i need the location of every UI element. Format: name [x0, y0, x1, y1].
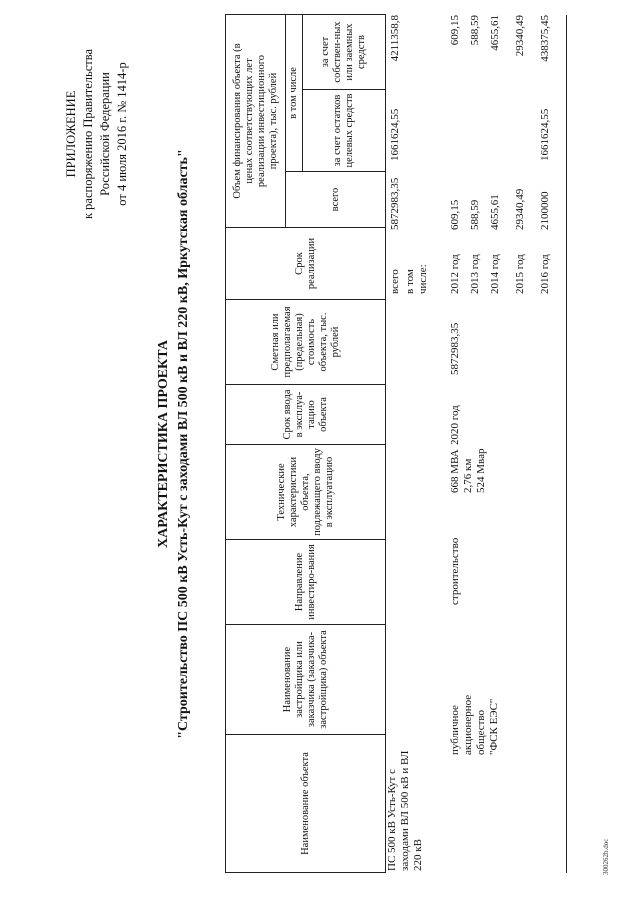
header-label: всего: [329, 187, 341, 212]
header-label: Направление инвестиро-вания: [293, 544, 317, 620]
header-cell-direction: [225, 539, 386, 625]
appendix-block: [63, 48, 131, 220]
tech-value: 2,76 км: [462, 458, 474, 493]
header-cell-cost: [225, 299, 386, 385]
commission-cell: 2020 год: [449, 405, 461, 445]
document-title: ХАРАКТЕРИСТИКА ПРОЕКТА: [156, 340, 171, 548]
period-total-label: всего: [389, 269, 401, 294]
period-year: 2013 год: [469, 254, 481, 294]
financing-own-value: 438375,45: [539, 15, 551, 62]
financing-total-value: 29340,49: [514, 188, 526, 230]
header-cell-period: [225, 227, 386, 300]
header-cell-targeted: [302, 89, 386, 172]
period-including-label: в том числе:: [404, 264, 429, 294]
header-cell-including: [285, 14, 303, 172]
financing-own-value: 4211358,8: [389, 15, 401, 62]
financing-total-value: 4655,61: [489, 194, 501, 230]
direction-cell: строительство: [449, 537, 461, 605]
table-bottom-border: [566, 15, 567, 873]
header-label: Срок ввода в эксплуа-тацию объекта: [281, 389, 329, 440]
financing-total-value: 2100000: [539, 191, 551, 230]
header-cell-own: [302, 14, 386, 90]
financing-total-value: 609,15: [449, 199, 461, 230]
header-label: за счет собствен-ных или заемных средств: [320, 21, 367, 83]
tech-value: 524 Мвар: [475, 448, 487, 493]
object-name-cell: ПС 500 кВ Усть-Кут с заходами ВЛ 500 кВ и ВЛ 220 кВ: [386, 750, 424, 871]
header-label: за счет остатков целевых средств: [332, 93, 355, 168]
financing-total-value: 5872983,35: [389, 177, 401, 230]
header-label: Наименование застройщика или заказчика (заказчика-застройщика) объекта: [281, 630, 329, 729]
header-label: Срок реализации: [293, 237, 317, 290]
header-label: Объем финансирования объекта (в ценах соответствующих лет реализации инвестиционного проекта), тыс. рублей: [231, 43, 279, 199]
header-cell-developer: [225, 624, 386, 735]
header-cell-commission: [225, 384, 386, 445]
cost-cell: 5872983,35: [449, 322, 461, 375]
period-year: 2016 год: [539, 254, 551, 294]
header-label: Технические характеристики объекта, подлежащего вводу в эксплуатацию: [275, 448, 335, 536]
financing-targeted-value: 1661624,55: [539, 108, 551, 161]
header-cell-total: [285, 171, 386, 228]
header-label: Наименование объекта: [299, 752, 311, 855]
file-id: 300262b.doc: [602, 838, 610, 875]
heading-block: [154, 15, 194, 873]
financing-own-value: 609,15: [449, 15, 461, 46]
developer-cell: публичное акционерное общество "ФСК ЕЭС": [449, 694, 500, 755]
appendix-line: Российской Федерации: [98, 72, 112, 196]
period-year: 2014 год: [489, 254, 501, 294]
period-year: 2012 год: [449, 254, 461, 294]
period-year: 2015 год: [514, 254, 526, 294]
tech-value: 668 МВА: [449, 449, 461, 493]
appendix-line: к распоряжению Правительства: [81, 49, 95, 220]
financing-targeted-value: 1661624,55: [389, 108, 401, 161]
financing-own-value: 4655,61: [489, 15, 501, 51]
document-subtitle: "Строительство ПС 500 кВ Усть-Кут с заходами ВЛ 500 кВ и ВЛ 220 кВ, Иркутская область": [176, 149, 191, 739]
header-label: Сметная или предполагаемая (предельная) стоимость объекта, тыс. рублей: [269, 306, 341, 378]
financing-own-value: 588,59: [469, 15, 481, 46]
financing-own-value: 29340,49: [514, 15, 526, 57]
header-label: в том числе: [288, 67, 299, 119]
appendix-title: ПРИЛОЖЕНИЕ: [64, 90, 78, 178]
header-cell-tech: [225, 444, 386, 540]
appendix-date-number: от 4 июля 2016 г. № 1414-р: [115, 62, 129, 206]
header-cell-financing: [225, 14, 286, 228]
header-cell-object-name: [225, 734, 386, 873]
financing-total-value: 588,59: [469, 199, 481, 230]
